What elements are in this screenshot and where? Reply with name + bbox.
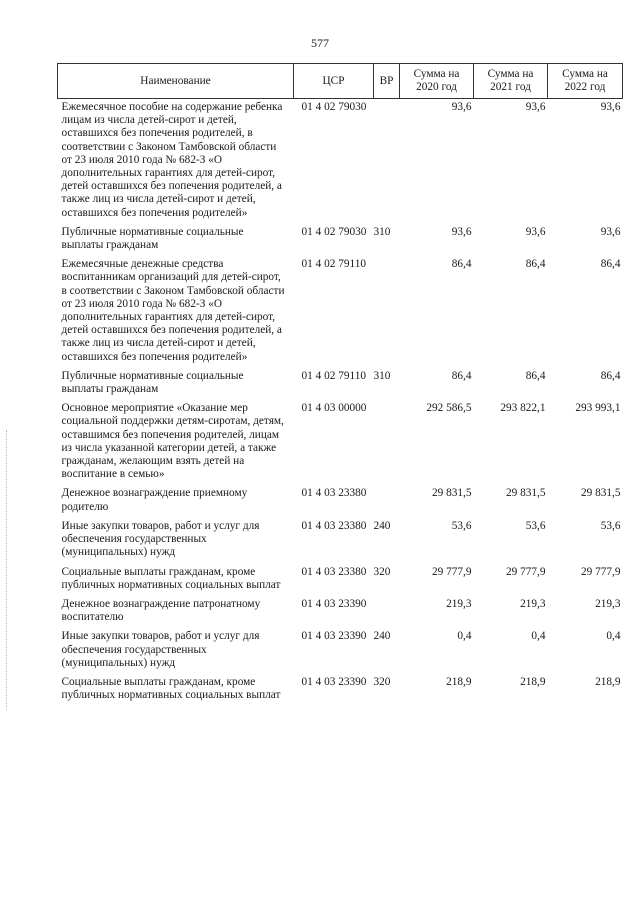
row-vr [374, 598, 400, 630]
row-vr: 320 [373, 675, 391, 688]
header-sum-2022: Сумма на 2022 год [548, 64, 623, 99]
header-sum-2021: Сумма на 2021 год [474, 64, 548, 99]
row-sum-2021: 218,9 [520, 675, 546, 688]
row-sum-2020: 29 777,9 [431, 565, 472, 578]
row-vr [374, 99, 400, 226]
table-row [58, 676, 623, 708]
row-sum-2021: 93,6 [525, 225, 546, 238]
row-vr: 320 [373, 565, 391, 578]
table-row [58, 99, 623, 226]
row-sum-2022: 0,4 [606, 630, 621, 643]
row-name: Основное мероприятие «Оказание мер социальной поддержки детям-сиротам, детям, оставшимся без попечения родителей, лицам из числа указанной категории детей, а также гражданам, желающим взять детей на воспитание в семью» [61, 402, 284, 481]
row-sum-2022: 218,9 [595, 675, 621, 688]
row-csr: 01 4 03 23390 [301, 675, 367, 688]
margin-scan-mark [6, 430, 10, 710]
table-row [58, 226, 623, 258]
row-name: Денежное вознаграждение патронатному воспитателю [61, 597, 261, 624]
table-row [58, 258, 623, 370]
row-sum-2020: 219,3 [446, 597, 472, 610]
table-header [58, 64, 623, 99]
row-sum-2020: 292 586,5 [426, 402, 472, 415]
budget-table [57, 63, 623, 708]
row-sum-2020: 86,4 [451, 369, 472, 382]
table-row [58, 370, 623, 402]
row-vr: 310 [373, 225, 391, 238]
table-row [58, 566, 623, 598]
page-number: 577 [311, 36, 329, 50]
row-sum-2021: 219,3 [520, 597, 546, 610]
row-vr [374, 258, 400, 370]
table-row [58, 630, 623, 676]
row-csr: 01 4 03 23380 [301, 565, 367, 578]
header-name: Наименование [58, 64, 294, 99]
row-csr: 01 4 03 00000 [301, 402, 367, 415]
table-row [58, 520, 623, 566]
row-sum-2021: 29 831,5 [505, 487, 546, 500]
row-csr: 01 4 02 79030 [301, 225, 367, 238]
row-sum-2021: 86,4 [525, 369, 546, 382]
row-name: Ежемесячное пособие на содержание ребенка лицам из числа детей-сирот и детей, оставшихся без попечения родителей, в соответствии с Законом Тамбовской области от 23 июля 2010 года № 682-З «О дополнительных гарантиях для детей-сирот, детей оставшихся без попечения родителей, а также лиц из числа детей-сирот и детей, оставшихся без попечения родителей» [61, 101, 283, 219]
row-sum-2021: 93,6 [525, 101, 546, 113]
row-csr: 01 4 02 79110 [301, 369, 367, 382]
row-csr: 01 4 03 23380 [301, 519, 367, 532]
row-sum-2022: 86,4 [600, 258, 621, 271]
row-vr: 240 [373, 630, 391, 643]
row-sum-2022: 29 831,5 [580, 487, 621, 500]
row-vr: 310 [373, 369, 391, 382]
row-csr: 01 4 03 23380 [301, 487, 367, 500]
row-name: Социальные выплаты гражданам, кроме публичных нормативных социальных выплат [61, 565, 281, 591]
row-sum-2022: 219,3 [595, 597, 621, 610]
row-name: Иные закупки товаров, работ и услуг для обеспечения государственных (муниципальных) нужд [61, 519, 260, 559]
row-csr: 01 4 03 23390 [301, 630, 367, 643]
row-sum-2020: 29 831,5 [431, 487, 472, 500]
row-sum-2022: 29 777,9 [580, 565, 621, 578]
row-sum-2020: 93,6 [451, 225, 472, 238]
table-row [58, 402, 623, 487]
row-sum-2020: 93,6 [451, 101, 472, 113]
row-name: Ежемесячные денежные средства воспитанникам организаций для детей-сирот, в соответствии с Законом Тамбовской области от 23 июля 2010 года № 682-З «О дополнительных гарантиях для детей-сирот, детей оставшихся без попечения родителей, а также лиц из числа детей-сирот и детей, оставшихся без попечения родителей» [61, 258, 285, 363]
row-sum-2020: 0,4 [457, 630, 472, 643]
header-vr: ВР [374, 64, 400, 99]
header-csr: ЦСР [294, 64, 374, 99]
row-sum-2020: 218,9 [446, 675, 472, 688]
row-name: Публичные нормативные социальные выплаты гражданам [61, 369, 244, 396]
row-sum-2021: 29 777,9 [505, 565, 546, 578]
row-name: Социальные выплаты гражданам, кроме публичных нормативных социальных выплат [61, 675, 281, 702]
row-name: Публичные нормативные социальные выплаты гражданам [61, 225, 244, 252]
row-vr: 240 [373, 519, 391, 532]
table-row [58, 487, 623, 519]
row-vr [374, 402, 400, 487]
table-row [58, 598, 623, 630]
row-sum-2022: 93,6 [600, 101, 621, 113]
row-name: Иные закупки товаров, работ и услуг для обеспечения государственных (муниципальных) нужд [61, 630, 260, 669]
row-csr: 01 4 03 23390 [301, 597, 367, 610]
row-sum-2021: 86,4 [525, 258, 546, 271]
row-sum-2021: 0,4 [531, 630, 546, 643]
row-sum-2022: 93,6 [600, 225, 621, 238]
row-sum-2020: 53,6 [451, 519, 472, 532]
row-name: Денежное вознаграждение приемному родителю [61, 487, 248, 513]
header-sum-2020: Сумма на 2020 год [400, 64, 474, 99]
row-sum-2022: 53,6 [600, 519, 621, 532]
row-vr [374, 487, 400, 519]
row-csr: 01 4 02 79110 [301, 258, 367, 271]
row-sum-2022: 293 993,1 [575, 402, 621, 415]
row-sum-2021: 293 822,1 [500, 402, 546, 415]
row-sum-2021: 53,6 [525, 519, 546, 532]
row-sum-2022: 86,4 [600, 369, 621, 382]
row-csr: 01 4 02 79030 [301, 101, 367, 113]
row-sum-2020: 86,4 [451, 258, 472, 271]
